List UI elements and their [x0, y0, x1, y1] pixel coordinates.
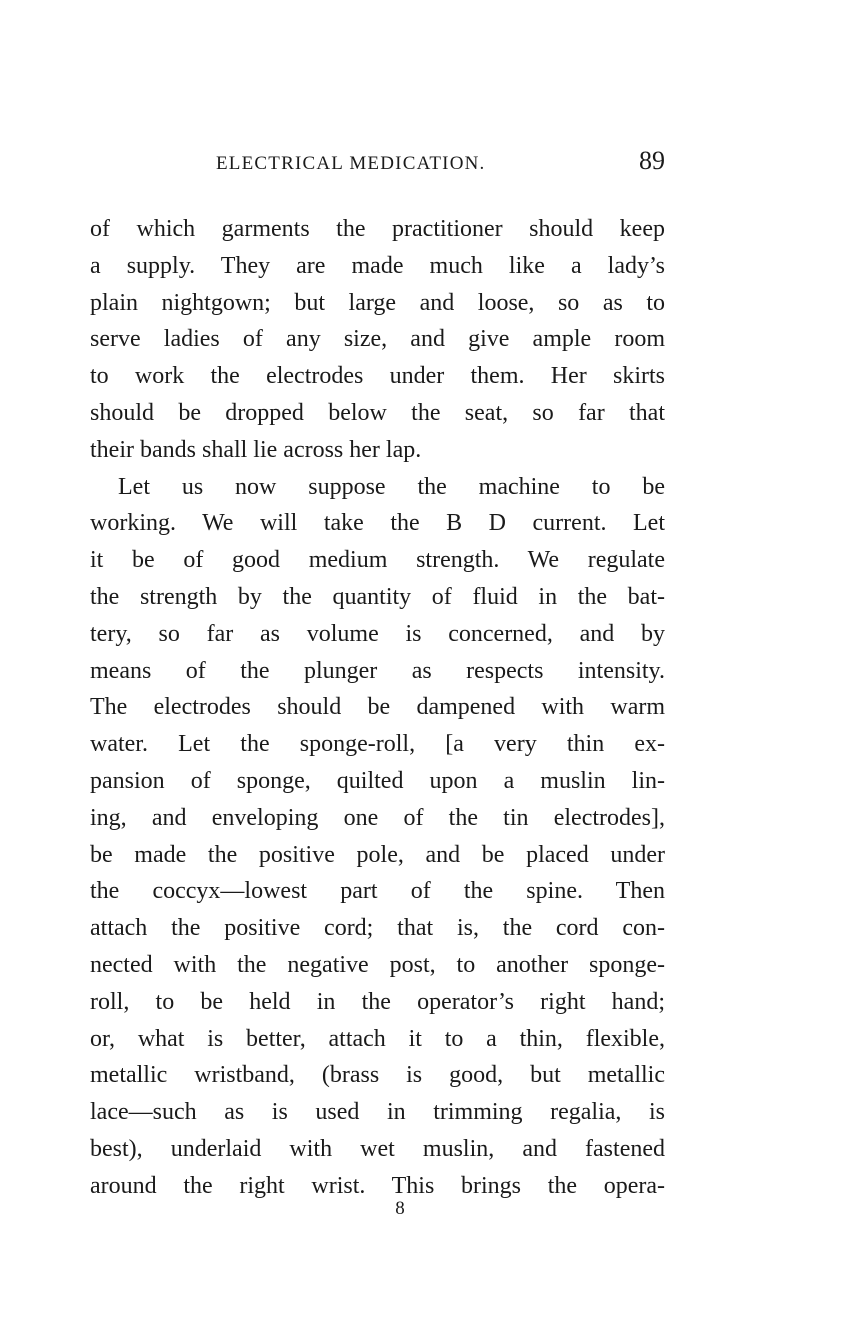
text-line: pansion of sponge, quilted upon a muslin lin-: [90, 767, 665, 794]
text-line: a supply. They are made much like a lady’s: [90, 252, 665, 279]
text-line: best), underlaid with wet muslin, and fastened: [90, 1135, 665, 1162]
text-line: to work the electrodes under them. Her skirts: [90, 363, 665, 390]
text-line: The electrodes should be dampened with warm: [90, 694, 665, 721]
text-line: plain nightgown; but large and loose, so as to: [90, 289, 665, 316]
text-line: tery, so far as volume is concerned, and by: [90, 620, 665, 647]
text-line: around the right wrist. This brings the opera-: [90, 1172, 665, 1199]
text-line: Let us now suppose the machine to be: [118, 473, 665, 500]
running-title: ELECTRICAL MEDICATION.: [216, 153, 486, 174]
page-number: 89: [639, 146, 665, 175]
text-line: be made the positive pole, and be placed under: [90, 841, 665, 868]
text-line: means of the plunger as respects intensity.: [90, 657, 665, 684]
text-line: metallic wristband, (brass is good, but metallic: [90, 1062, 665, 1089]
text-line: it be of good medium strength. We regulate: [90, 547, 665, 574]
text-line: water. Let the sponge-roll, [a very thin ex-: [90, 731, 665, 758]
text-line: should be dropped below the seat, so far that: [90, 399, 665, 426]
text-line: working. We will take the B D current. Let: [90, 510, 665, 537]
text-line: ing, and enveloping one of the tin electrodes],: [90, 804, 665, 831]
body-text: [90, 211, 665, 1205]
text-line: lace—such as is used in trimming regalia, is: [90, 1099, 665, 1126]
text-line: nected with the negative post, to another sponge-: [90, 951, 665, 978]
running-head: [90, 146, 665, 180]
text-line: serve ladies of any size, and give ample room: [90, 326, 665, 353]
text-line: the strength by the quantity of fluid in the bat-: [90, 583, 665, 610]
text-line: of which garments the practitioner should keep: [90, 216, 665, 242]
text-line: the coccyx—lowest part of the spine. Then: [90, 878, 665, 905]
text-line: their bands shall lie across her lap.: [90, 436, 422, 463]
signature-mark: 8: [395, 1198, 405, 1219]
text-line: or, what is better, attach it to a thin, flexible,: [90, 1025, 665, 1052]
text-line: roll, to be held in the operator’s right hand;: [90, 988, 665, 1015]
text-line: attach the positive cord; that is, the cord con-: [90, 915, 665, 942]
